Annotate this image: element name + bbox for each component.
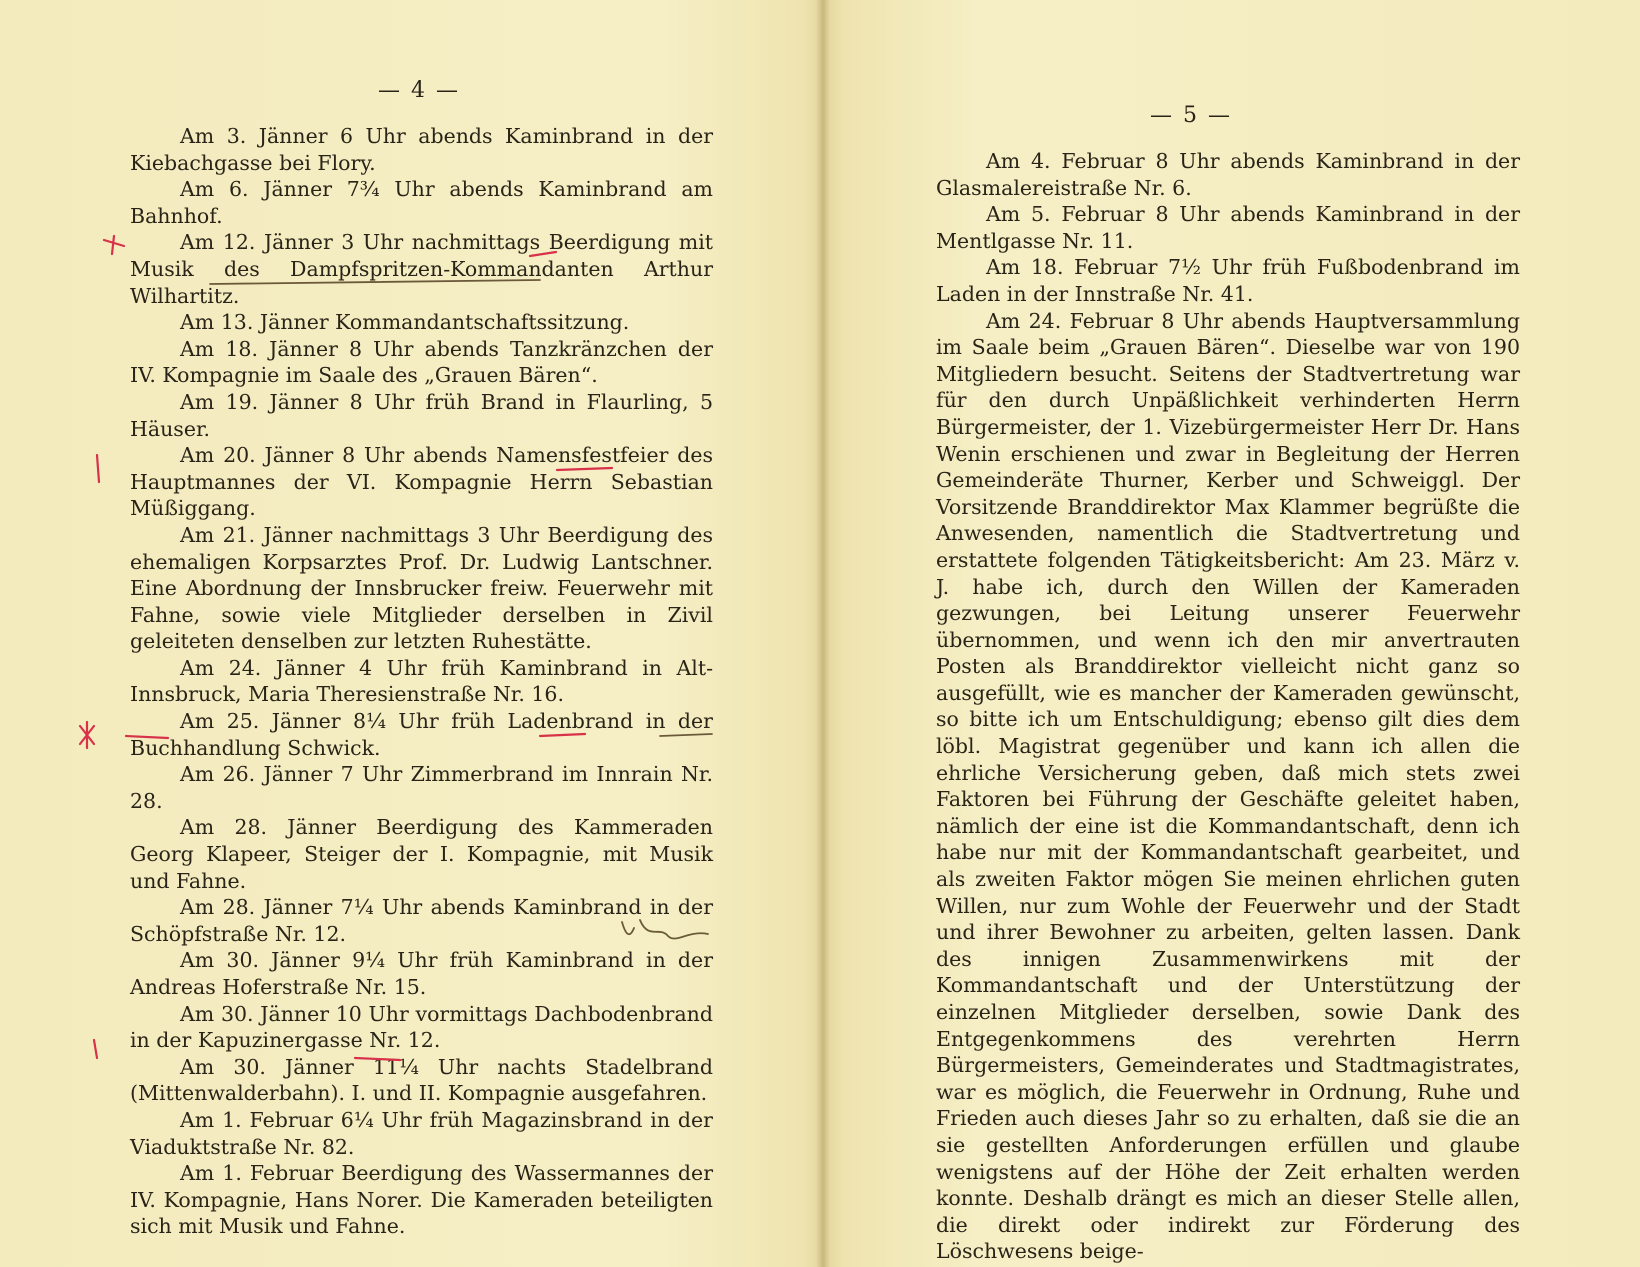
entry: Am 12. Jänner 3 Uhr nachmittags Beerdigung mit Musik des Dampfspritzen-Kommandanten Arthur Wilhartitz. bbox=[130, 230, 713, 308]
entry: Am 21. Jänner nachmittags 3 Uhr Beerdigung des ehemaligen Korpsarztes Prof. Dr. Ludwig Lantschner. Eine Abordnung der Innsbrucker freiw. Feuerwehr mit Fahne, sowie viele Mitglieder derselben in Zivil geleiteten denselben zur letzten Ruhestätte. bbox=[130, 522, 713, 654]
entry: Am 19. Jänner 8 Uhr früh Brand in Flaurling, 5 Häuser. bbox=[130, 389, 713, 441]
entry: Am 5. Februar 8 Uhr abends Kaminbrand in der Mentlgasse Nr. 11. bbox=[936, 202, 1520, 253]
entry: Am 30. Jänner 9¼ Uhr früh Kaminbrand in der Andreas Hoferstraße Nr. 15. bbox=[130, 948, 713, 999]
entry: Am 13. Jänner Kommandantschaftssitzung. bbox=[180, 310, 630, 335]
entry: Am 24. Jänner 4 Uhr früh Kaminbrand in Alt-Innsbruck, Maria Theresienstraße Nr. 16. bbox=[130, 655, 713, 707]
entry: Am 30. Jänner 10 Uhr vormittags Dachbodenbrand in der Kapuzinergasse Nr. 12. bbox=[130, 1001, 713, 1053]
entry: Am 1. Februar 6¼ Uhr früh Magazinsbrand in der Viaduktstraße Nr. 82. bbox=[130, 1107, 713, 1159]
entry: Am 28. Jänner 7¼ Uhr abends Kaminbrand in der Schöpfstraße Nr. 12. bbox=[130, 895, 713, 946]
entry: Am 4. Februar 8 Uhr abends Kaminbrand in der Glasmalereistraße Nr. 6. bbox=[936, 149, 1520, 200]
entry: Am 18. Jänner 8 Uhr abends Tanzkränzchen der IV. Kompagnie im Saale des „Grauen Bären“. bbox=[130, 336, 713, 388]
entry: Am 1. Februar Beerdigung des Wassermannes der IV. Kompagnie, Hans Norer. Die Kameraden beteiligten sich mit Musik und Fahne. bbox=[130, 1161, 713, 1239]
entry: Am 3. Jänner 6 Uhr abends Kaminbrand in der Kiebachgasse bei Flory. bbox=[130, 124, 713, 175]
entry: Am 20. Jänner 8 Uhr abends Namensfestfeier des Hauptmannes der VI. Kompagnie Herrn Sebastian Müßiggang. bbox=[130, 443, 713, 521]
left-page-text bbox=[130, 123, 713, 1240]
right-page bbox=[822, 0, 1640, 1267]
entry: Am 28. Jänner Beerdigung des Kammeraden Georg Klapeer, Steiger der I. Kompagnie, mit Musik und Fahne. bbox=[130, 815, 713, 893]
entry: Am 30. Jänner 11¼ Uhr nachts Stadelbrand (Mittenwalderbahn). I. und II. Kompagnie ausgefahren. bbox=[130, 1054, 713, 1106]
entry: Am 6. Jänner 7¾ Uhr abends Kaminbrand am Bahnhof. bbox=[130, 177, 713, 228]
page-number-right: — 5 — bbox=[1150, 103, 1232, 128]
entry: Am 26. Jänner 7 Uhr Zimmerbrand im Innrain Nr. 28. bbox=[130, 762, 713, 813]
entry: Am 24. Februar 8 Uhr abends Hauptversammlung im Saale beim „Grauen Bären“. Dieselbe war von 190 Mitgliedern besucht. Seitens der Stadtvertretung war für den durch Unpäßlichkeit verhinderten Herrn Bürgermeister, der 1. Vizebürgermeister Herr Dr. Hans Wenin erschienen und zwar in Begleitung der Herren Gemeinderäte Thurner, Kerber und Schweiggl. Der Vorsitzende Branddirektor Max Klammer begrüßte die Anwesenden, namentlich die Stadtvertretung und erstattete folgenden Tätigkeitsbericht: Am 23. März v. J. habe ich, durch den Willen der Kameraden gezwungen, bei Leitung unserer Feuerwehr übernommen, und wenn ich den mir anvertrauten Posten als Branddirektor vielleicht nicht ganz so ausgefüllt, wie es mancher der Kameraden gewünscht, so bitte ich um Entschuldigung; ebenso gilt dies dem löbl. Magistrat gegenüber und kann ich allen die ehrliche Versicherung geben, daß mich stets zwei Faktoren bei Führung der Geschäfte geleitet haben, nämlich der eine ist die Kommandantschaft, denn ich habe nur mit der Kommandantschaft gearbeitet, und als zweiten Faktor mögen Sie meinen ehrlichen guten Willen, nur zum Wohle der Feuerwehr und der Stadt und ihrer Bewohner zu arbeiten, gelten lassen. Dank des innigen Zusammenwirkens mit der Kommandantschaft und der Unterstützung der einzelnen Mitglieder derselben, sowie Dank des Entgegenkommens des verehrten Herrn Bürgermeisters, Gemeinderates und Stadtmagistrates, war es möglich, die Feuerwehr in Ordnung, Ruhe und Frieden auch dieses Jahr so zu erhalten, daß sie die an sie gestellten Anforderungen erfüllen und glaube wenigstens auf der Höhe der Zeit erhalten werden konnte. Deshalb drängt es mich an dieser Stelle allen, die direkt oder indirekt zur Förderung des Löschwesens beige- bbox=[936, 308, 1520, 1264]
right-page-text bbox=[936, 148, 1520, 1265]
entry: Am 18. Februar 7½ Uhr früh Fußbodenbrand im Laden in der Innstraße Nr. 41. bbox=[936, 255, 1520, 306]
entry: Am 25. Jänner 8¼ Uhr früh Ladenbrand in der Buchhandlung Schwick. bbox=[130, 709, 713, 760]
page-number-left: — 4 — bbox=[378, 78, 460, 103]
